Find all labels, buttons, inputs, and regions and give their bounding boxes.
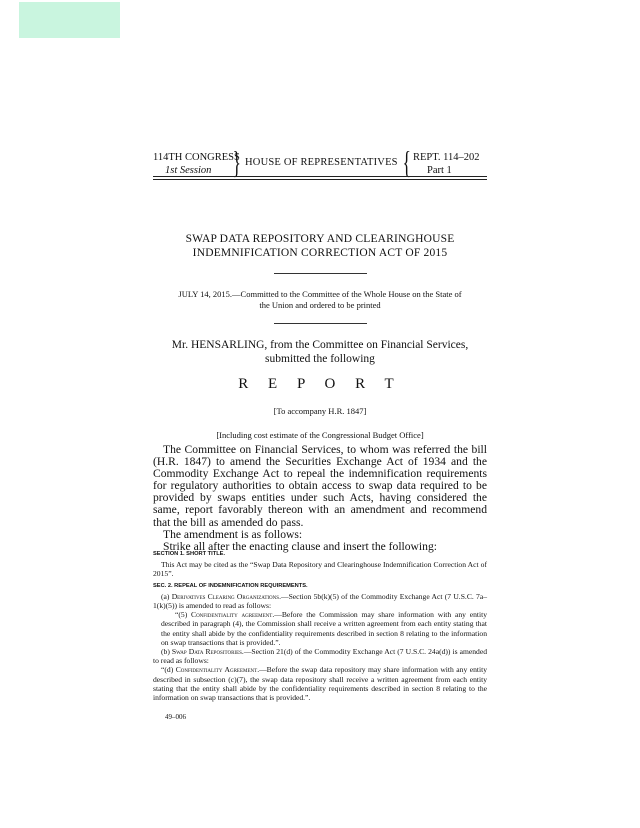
subsection-a: (a) Derivatives Clearing Organizations.—Section 5b(k)(5) of the Commodity Exchange Act (7 U.S.C. 7a–1(k)(5)) is amended to read as follows: xyxy=(153,591,488,611)
left-brace-icon: { xyxy=(402,144,411,180)
header-rule-top xyxy=(153,176,487,177)
section-2-heading: SEC. 2. REPEAL OF INDEMNIFICATION REQUIREMENTS. xyxy=(153,582,308,589)
referral-line-1: JULY 14, 2015.—Committed to the Committee of the Whole House on the State of xyxy=(178,289,462,299)
quoted-paragraph-5: “(5) Confidentiality agreement.—Before the Commission may share information with any entity described in paragraph (4), the Commission shall receive a written agreement from each entity stating that the entity shall abide by the confidentiality requirements described in section 8 relating to the information on swap transactions that is provided.”. xyxy=(161,610,487,647)
report-number-block xyxy=(413,151,480,177)
committee-statement xyxy=(150,338,490,366)
referral-note xyxy=(150,289,490,311)
bill-text xyxy=(153,548,487,702)
cbo-note: [Including cost estimate of the Congressional Budget Office] xyxy=(216,430,424,440)
section-1-heading: SECTION 1. SHORT TITLE. xyxy=(153,551,226,557)
session-label: 1st Session xyxy=(165,165,212,176)
report-heading: R E P O R T xyxy=(238,376,402,392)
report-body xyxy=(153,444,487,553)
title-line-1: SWAP DATA REPOSITORY AND CLEARINGHOUSE xyxy=(185,233,455,245)
referral-line-2: the Union and ordered to be printed xyxy=(259,300,381,310)
footer-code: 49–006 xyxy=(165,713,186,721)
title-divider xyxy=(274,273,367,274)
committee-line-2: submitted the following xyxy=(265,353,375,365)
committee-line-1: Mr. HENSARLING, from the Committee on Financial Services, xyxy=(171,339,469,351)
body-paragraph-2: The amendment is as follows: xyxy=(163,527,303,541)
accompany-note: [To accompany H.R. 1847] xyxy=(273,406,367,416)
congress-session xyxy=(153,151,240,177)
section-1-text: This Act may be cited as the “Swap Data Repository and Clearinghouse Indemnification Correction Act of 2015”. xyxy=(153,560,487,579)
quoted-subsection-d: “(d) Confidentiality Agreement.—Before the swap data repository may share information with any entity described in subsection (c)(7), the swap data repository shall receive a written agreement from each entity stating that the entity shall abide by the confidentiality requirements described in section 8 relating to the information on swap transactions that is provided.”. xyxy=(153,665,488,703)
title-line-2: INDEMNIFICATION CORRECTION ACT OF 2015 xyxy=(192,247,448,259)
report-part: Part 1 xyxy=(427,165,452,176)
report-number: REPT. 114–202 xyxy=(413,152,480,163)
subsection-b: (b) Swap Data Repositories.—Section 21(d) of the Commodity Exchange Act (7 U.S.C. 24a(d)) is amended to read as follows: xyxy=(153,647,487,666)
right-brace-icon: } xyxy=(232,144,241,180)
body-paragraph-3: Strike all after the enacting clause and insert the following: xyxy=(163,539,437,553)
chamber-label: HOUSE OF REPRESENTATIVES xyxy=(245,157,398,168)
congress-label: 114TH CONGRESS xyxy=(153,152,240,163)
highlight-marker xyxy=(19,2,120,38)
referral-divider xyxy=(274,323,367,324)
header-rule-bottom xyxy=(153,179,487,180)
bill-title xyxy=(140,232,500,260)
body-paragraph-1: The Committee on Financial Services, to whom was referred the bill (H.R. 1847) to amend the Securities Exchange Act of 1934 and the Commodity Exchange Act to repeal the indemnification requirements for regulatory authorities to obtain access to swap data required to be provided by swaps entities under such Acts, having considered the same, report favorably thereon with an amendment and recommend that the bill as amended do pass. xyxy=(153,443,487,529)
